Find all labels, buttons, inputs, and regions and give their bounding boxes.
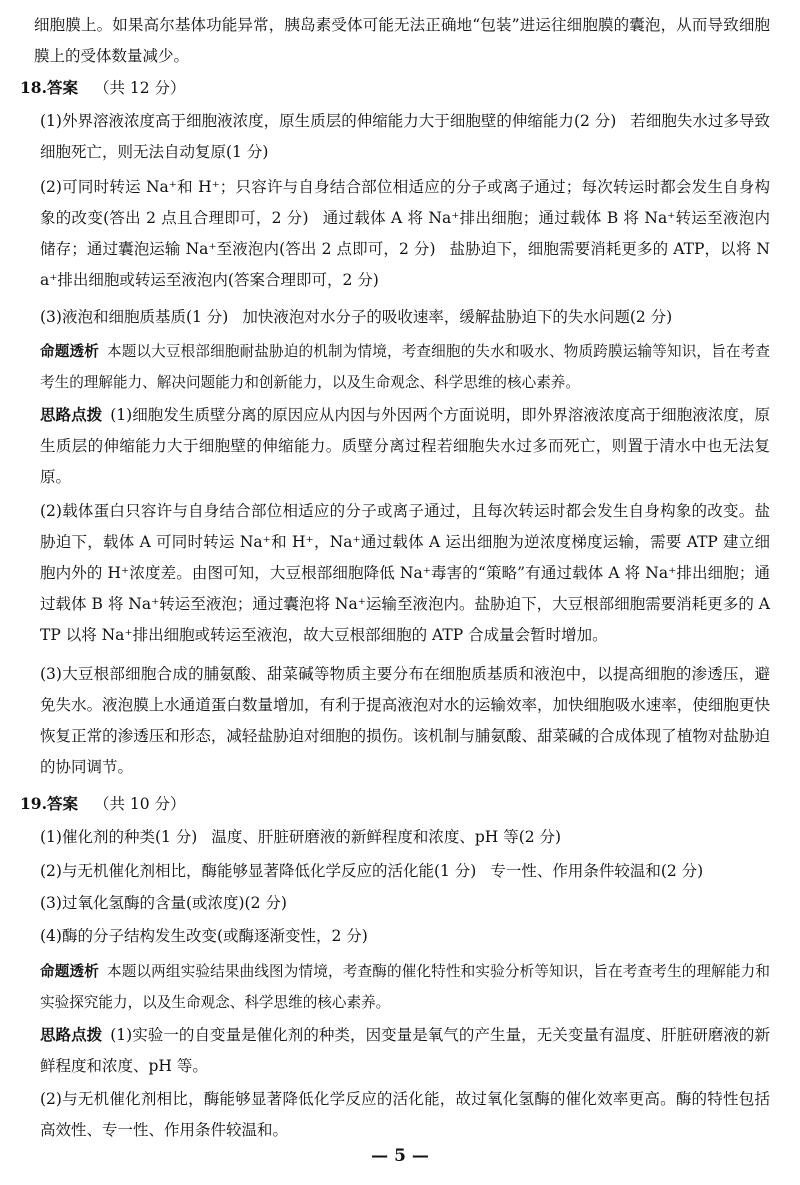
q18-thinking-2 [40, 496, 770, 651]
q18-answer-2c: 盐胁迫下，细胞需要消耗更多的 ATP，以将 Na⁺排出细胞或转运至液泡内(答案合理即可，2 分) [40, 240, 770, 289]
q19-answer-4-text: (4)酶的分子结构发生改变(或酶逐渐变性，2 分) [40, 927, 368, 945]
q19-answer-label: 答案 [46, 795, 78, 813]
q18-answer-1 [40, 106, 770, 168]
q19-analysis-text: 本题以两组实验结果曲线图为情境，考查酶的催化特性和实验分析等知识，旨在考查考生的理解能力和实验探究能力，以及生命观念、科学思维的核心素养。 [40, 963, 770, 1011]
q18-thinking-1-text: (1)细胞发生质壁分离的原因应从内因与外因两个方面说明，即外界溶液浓度高于细胞液浓度，原生质层的伸缩能力大于细胞壁的伸缩能力。质壁分离过程若细胞失水过多而死亡，则置于清水中也无法复原。 [40, 406, 770, 486]
q18-answer-1b: 若细胞失水过多导致细胞死亡，则无法自动复原(1 分) [40, 112, 770, 161]
q19-thinking-1 [40, 1020, 770, 1082]
q19-answer-3 [40, 888, 770, 919]
q19-answer-3-text: (3)过氧化氢酶的含量(或浓度)(2 分) [40, 894, 287, 912]
page-number: — 5 — [371, 1146, 429, 1166]
q18-answer-2 [40, 172, 770, 296]
text-continuation [34, 10, 770, 72]
q19-number: 19. [20, 794, 47, 813]
q18-header [20, 72, 770, 104]
q18-thinking-2-text: (2)载体蛋白只容许与自身结合部位相适应的分子或离子通过，且每次转运时都会发生自身构象的改变。盐胁迫下，载体 A 可同时转运 Na⁺和 H⁺，Na⁺通过载体 A 运出细胞为逆浓度梯度运输，需要 ATP 建立细胞内外的 H⁺浓度差。由图可知，大豆根部细胞降低 Na⁺毒害的“策略”有通过载体 A 将 Na⁺排出细胞；通过载体 B 将 Na⁺转运至液泡；通过囊泡将 Na⁺运输至液泡内。盐胁迫下，大豆根部细胞需要消耗更多的 ATP 以将 Na⁺排出细胞或转运至液泡，故大豆根部细胞的 ATP 合成量会暂时增加。 [40, 502, 770, 644]
q19-points: （共 10 分） [93, 795, 186, 813]
q18-thinking-3-text: (3)大豆根部细胞合成的脯氨酸、甜菜碱等物质主要分布在细胞质基质和液泡中，以提高细胞的渗透压，避免失水。液泡膜上水通道蛋白数量增加，有利于提高液泡对水的运输效率，加快细胞吸水速率，使细胞更快恢复正常的渗透压和形态，减轻盐胁迫对细胞的损伤。该机制与脯氨酸、甜菜碱的合成体现了植物对盐胁迫的协同调节。 [40, 665, 770, 776]
q18-answer-label: 答案 [46, 79, 78, 97]
q18-thinking-1 [40, 400, 770, 493]
q18-points: （共 12 分） [93, 79, 186, 97]
q19-answer-1 [40, 822, 770, 853]
q19-thinking-2 [40, 1084, 770, 1146]
q19-answer-2 [40, 856, 770, 887]
continuation-text: 细胞膜上。如果高尔基体功能异常，胰岛素受体可能无法正确地“包装”进运往细胞膜的囊泡，从而导致细胞膜上的受体数量减少。 [34, 16, 770, 65]
q18-analysis-label: 命题透析 [40, 343, 99, 360]
q18-answer-2a: (2)可同时转运 Na⁺和 H⁺；只容许与自身结合部位相适应的分子或离子通过；每次转运时都会发生自身构象的改变(答出 2 点且合理即可，2 分) [40, 178, 770, 227]
q18-thinking-3 [40, 659, 770, 783]
q18-analysis-text: 本题以大豆根部细胞耐盐胁迫的机制为情境，考查细胞的失水和吸水、物质跨膜运输等知识，旨在考查考生的理解能力、解决问题能力和创新能力，以及生命观念、科学思维的核心素养。 [40, 343, 770, 391]
q19-thinking-2-text: (2)与无机催化剂相比，酶能够显著降低化学反应的活化能，故过氧化氢酶的催化效率更高。酶的特性包括高效性、专一性、作用条件较温和。 [40, 1090, 770, 1139]
q19-answer-4 [40, 921, 770, 952]
q19-answer-1b: 温度、肝脏研磨液的新鲜程度和浓度、pH 等(2 分) [211, 828, 562, 846]
q19-analysis-label: 命题透析 [40, 963, 99, 980]
q19-answer-1a: (1)催化剂的种类(1 分) [40, 828, 198, 846]
q18-thinking-label: 思路点拨 [40, 406, 103, 424]
q19-answer-2a: (2)与无机催化剂相比，酶能够显著降低化学反应的活化能(1 分) [40, 862, 477, 880]
q19-thinking-1-text: (1)实验一的自变量是催化剂的种类，因变量是氧气的产生量，无关变量有温度、肝脏研磨液的新鲜程度和浓度、pH 等。 [40, 1026, 770, 1075]
q18-answer-1a: (1)外界溶液浓度高于细胞液浓度，原生质层的伸缩能力大于细胞壁的伸缩能力(2 分) [40, 112, 617, 130]
q18-number: 18. [20, 78, 47, 97]
q19-thinking-label: 思路点拨 [40, 1026, 103, 1044]
q19-analysis [40, 956, 770, 1018]
q19-answer-2b: 专一性、作用条件较温和(2 分) [490, 862, 704, 880]
q18-answer-2b: 通过载体 A 将 Na⁺排出细胞；通过载体 B 将 Na⁺转运至液泡内储存；通过囊泡运输 Na⁺至液泡内(答出 2 点即可，2 分) [40, 209, 770, 258]
q19-header [20, 788, 770, 820]
q18-answer-3 [40, 302, 770, 333]
q18-analysis [40, 336, 770, 398]
q18-answer-3b: 加快液泡对水分子的吸收速率，缓解盐胁迫下的失水问题(2 分) [242, 308, 673, 326]
q18-answer-3a: (3)液泡和细胞质基质(1 分) [40, 308, 229, 326]
